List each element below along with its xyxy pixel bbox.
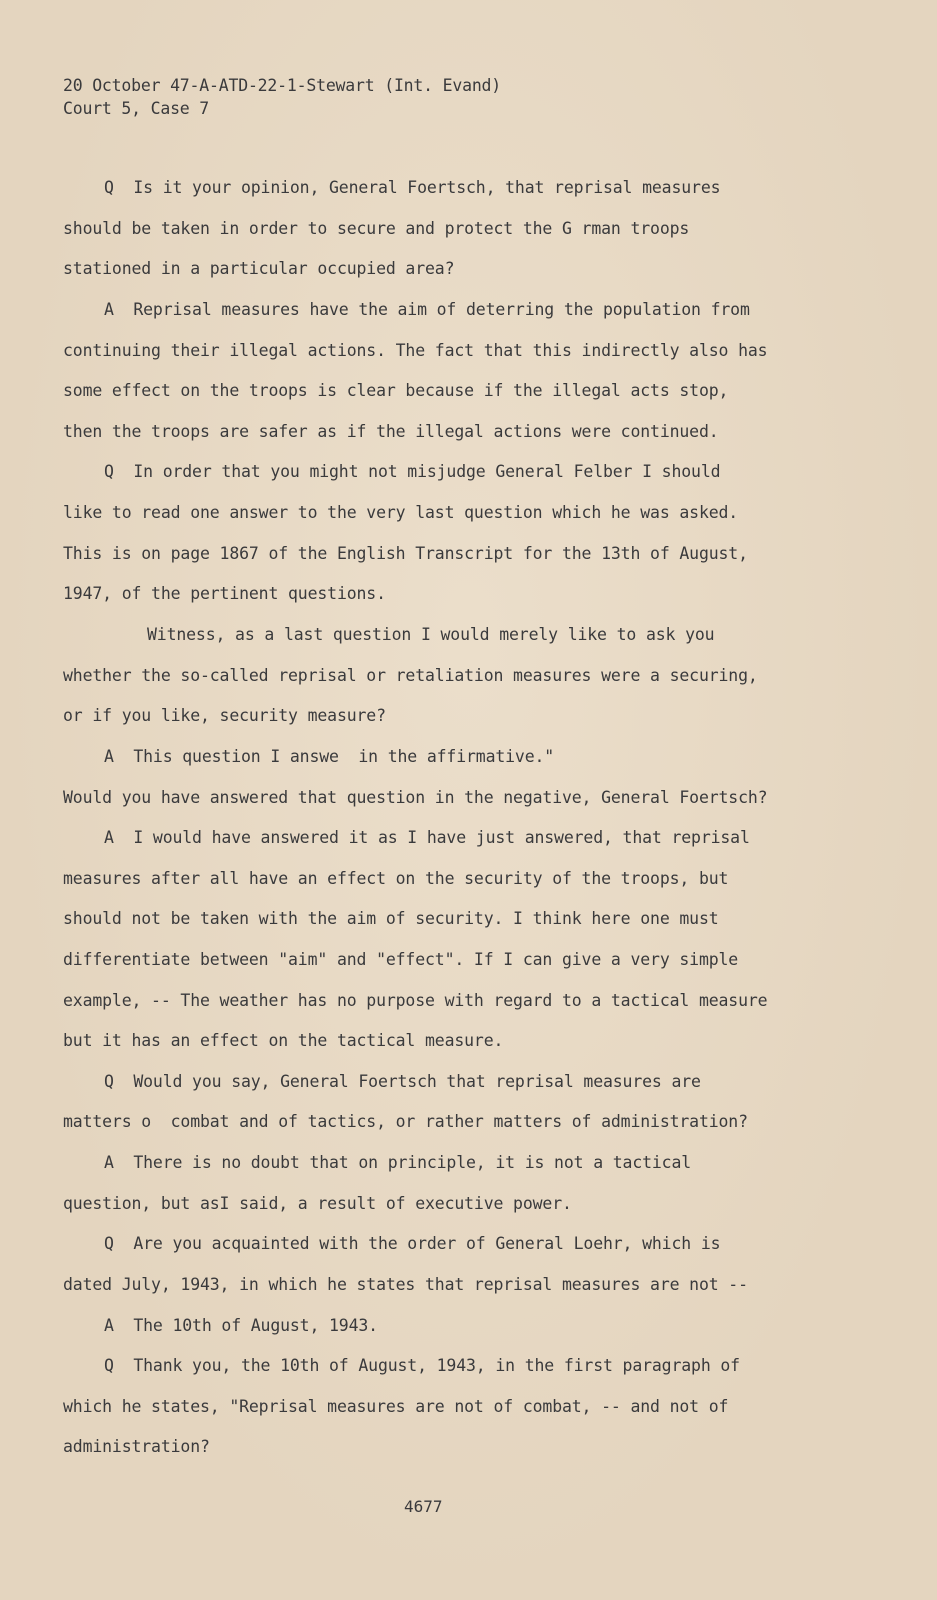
text-line: stationed in a particular occupied area? (63, 259, 455, 278)
text-line: matters o combat and of tactics, or rather matters of administration? (63, 1112, 748, 1131)
text-line: Q Is it your opinion, General Foertsch, that reprisal measures (104, 178, 721, 197)
text-line: which he states, "Reprisal measures are not of combat, -- and not of (63, 1397, 729, 1416)
text-line: some effect on the troops is clear because if the illegal acts stop, (63, 381, 729, 400)
text-line: like to read one answer to the very last question which he was asked. (63, 503, 739, 522)
text-line: Would you have answered that question in the negative, General Foertsch? (63, 788, 768, 807)
text-line: A There is no doubt that on principle, it is not a tactical (104, 1153, 692, 1172)
text-line: but it has an effect on the tactical measure. (63, 1031, 504, 1050)
text-line: example, -- The weather has no purpose with regard to a tactical measure (63, 991, 768, 1010)
text-line: A The 10th of August, 1943. (104, 1316, 378, 1335)
text-line: measures after all have an effect on the security of the troops, but (63, 869, 729, 888)
text-line: differentiate between "aim" and "effect". If I can give a very simple (63, 950, 739, 969)
text-line: Q Thank you, the 10th of August, 1943, in the first paragraph of (104, 1356, 740, 1375)
text-line: dated July, 1943, in which he states that reprisal measures are not -- (63, 1275, 748, 1294)
text-line: should be taken in order to secure and protect the G rman troops (63, 219, 690, 238)
text-line: Q In order that you might not misjudge General Felber I should (104, 462, 721, 481)
text-line: A Reprisal measures have the aim of deterring the population from (104, 300, 750, 319)
header-line-1: 20 October 47-A-ATD-22-1-Stewart (Int. Evand) (63, 76, 502, 95)
text-line: then the troops are safer as if the illegal actions were continued. (63, 422, 719, 441)
document-header (63, 74, 501, 120)
text-line: Q Would you say, General Foertsch that reprisal measures are (104, 1072, 701, 1091)
text-line: administration? (63, 1437, 210, 1456)
text-line: continuing their illegal actions. The fact that this indirectly also has (63, 341, 768, 360)
text-line: 1947, of the pertinent questions. (63, 584, 386, 603)
text-line: Q Are you acquainted with the order of General Loehr, which is (104, 1234, 721, 1253)
text-line: or if you like, security measure? (63, 706, 386, 725)
text-line: question, but asI said, a result of executive power. (63, 1194, 572, 1213)
text-line: Witness, as a last question I would merely like to ask you (147, 625, 715, 644)
text-line: A This question I answe in the affirmative." (104, 747, 555, 766)
header-line-2: Court 5, Case 7 (63, 99, 210, 118)
text-line: A I would have answered it as I have just answered, that reprisal (104, 828, 750, 847)
text-line: This is on page 1867 of the English Transcript for the 13th of August, (63, 544, 748, 563)
text-line: should not be taken with the aim of security. I think here one must (63, 909, 719, 928)
page-number: 4677 (404, 1497, 443, 1516)
text-line: whether the so-called reprisal or retaliation measures were a securing, (63, 666, 758, 685)
